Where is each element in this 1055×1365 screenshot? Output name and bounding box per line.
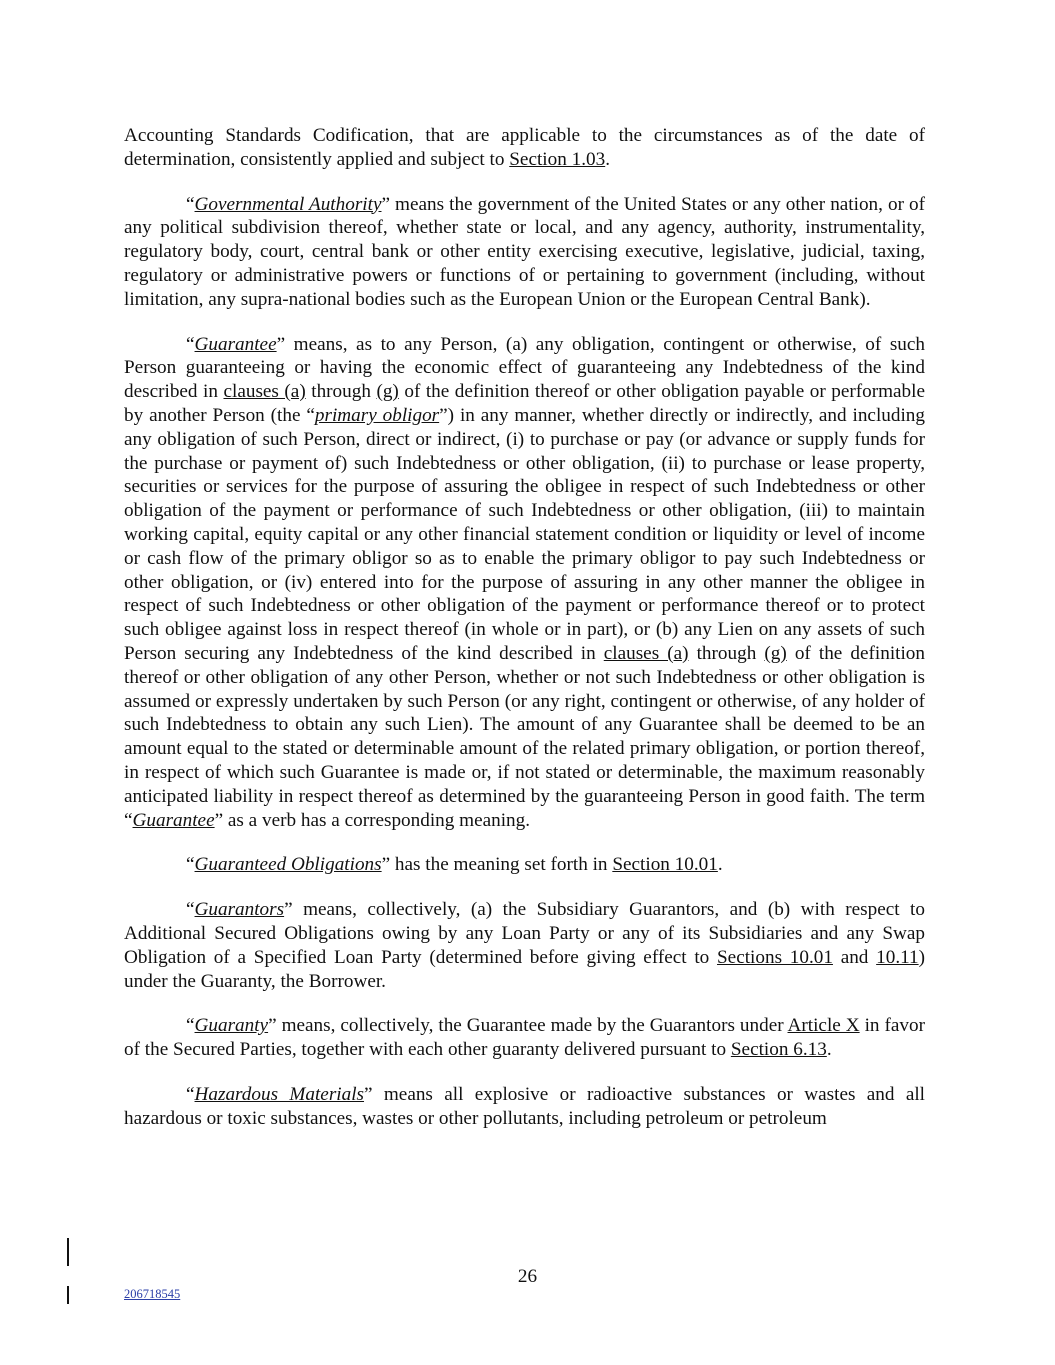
cross-reference[interactable]: clauses (a) [223,381,306,403]
document-id: 206718545 [124,1287,181,1301]
definition-governmental-authority [124,193,925,312]
defined-term: Governmental Authority [194,193,382,215]
text-segment: ” has the meaning set forth in [381,854,613,876]
defined-term: Guarantee [132,809,215,831]
cross-reference[interactable]: Article X [787,1015,860,1037]
cross-reference[interactable]: Section 1.03 [509,148,606,170]
definition-guarantee [124,333,925,833]
page-number: 26 [517,1266,538,1287]
text-segment: through [305,381,377,403]
text-segment: ” means, as to any Person, (a) any obligation, contingent or otherwise, of such Person guaranteeing or having the economic effect of guaranteeing any Indebtedness of the kind described in [124,333,925,403]
text-segment: ” as a verb has a corresponding meaning. [214,809,531,831]
text-segment: “ [186,899,195,921]
cross-reference[interactable]: (g) [764,642,787,664]
text-segment: and [832,946,877,968]
text-segment: “ [186,1015,195,1037]
cross-reference[interactable]: Sections 10.01 [717,946,833,968]
text-segment: “ [186,854,195,876]
text-segment: Accounting Standards Codification, that are applicable to the circumstances as of the date of determination, consistently applied and subject to [124,125,925,170]
change-bar [67,1238,69,1266]
text-segment: “ [186,1083,195,1105]
cross-reference[interactable]: 10.11 [876,946,919,968]
text-segment: ) under the Guaranty, the Borrower. [124,946,925,992]
text-segment: ” means all explosive or radioactive substances or wastes and all hazardous or toxic substances, wastes or other pollutants, including petroleum or petroleum [124,1083,925,1129]
defined-term: Guarantors [194,899,285,921]
text-segment: of the definition thereof or other obligation payable or performable by another Person (the “ [124,381,925,426]
defined-term: Hazardous Materials [194,1083,365,1105]
cross-reference[interactable]: (g) [376,381,399,403]
cross-reference[interactable]: clauses (a) [603,642,689,664]
text-segment: . [717,854,723,876]
definition-guaranteed-obligations [124,853,925,877]
document-body [124,124,925,1151]
defined-term: Guaranteed Obligations [194,854,382,876]
definition-guaranty [124,1014,925,1062]
text-segment: in favor of the Secured Parties, together with each other guaranty delivered pursuant to [124,1015,925,1061]
text-segment: “ [186,333,195,355]
definition-hazardous-materials [124,1083,925,1131]
defined-term: Guaranty [194,1015,269,1037]
text-segment: ”) in any manner, whether directly or indirectly, and including any obligation of such Person, direct or indirect, (i) to purchase or pay (or advance or supply funds for the purchase or payment of) such Indebtedness or other obligation, (ii) to purchase or lease property, securities or services for the purpose of assuring the obligee in respect of such Indebtedness or other obligation of the payment or performance of such Indebtedness or other obligation, (iii) to maintain working capital, equity capital or any other financial statement condition or liquidity or level of income or cash flow of the primary obligor so as to enable the primary obligor to pay such Indebtedness or other obligation, or (iv) entered into for the purpose of assuring in any other manner the obligee in respect of such Indebtedness or other obligation of the payment or performance thereof or to protect such obligee against loss in respect thereof (in whole or in part), or (b) any Lien on any assets of such Person securing any Indebtedness of the kind described in [124,404,925,664]
text-segment: “ [186,193,195,215]
text-segment: ” means, collectively, (a) the Subsidiary Guarantors, and (b) with respect to Additional Secured Obligations owing by any Loan Party or any of its Subsidiaries and any Swap Obligation of a Specified Loan Party (determined before giving effect to [124,899,925,968]
paragraph-accounting-continuation [124,124,925,172]
text-segment: . [826,1039,832,1061]
text-segment: ” means the government of the United States or any other nation, or of any political subdivision thereof, whether state or local, and any agency, authority, instrumentality, regulatory body, court, central bank or other entity exercising executive, legislative, judicial, taxing, regulatory or administrative powers or functions of or pertaining to government (including, without limitation, any supra-national bodies such as the European Union or the European Central Bank). [124,193,926,310]
cross-reference[interactable]: Section 6.13 [730,1039,827,1061]
defined-term: primary obligor [314,404,440,426]
defined-term: Guarantee [194,333,277,355]
text-segment: of the definition thereof or other obligation of any other Person, whether or not such Indebtedness or other obligation is assumed or expressly undertaken by such Person (or any right, contingent or otherwise, of any holder of such Indebtedness to obtain any such Lien). The amount of any Guarantee shall be deemed to be an amount equal to the stated or determinable amount of the related primary obligation, or portion thereof, in respect of which such Guarantee is made or, if not stated or determinable, the maximum reasonably anticipated liability in respect thereof as determined by the guaranteeing Person in good faith. The term “ [124,642,925,831]
definition-guarantors [124,898,925,993]
text-segment: ” means, collectively, the Guarantee made by the Guarantors under [268,1015,788,1037]
text-segment: . [605,148,610,170]
text-segment: through [688,642,765,664]
cross-reference[interactable]: Section 10.01 [612,854,718,876]
